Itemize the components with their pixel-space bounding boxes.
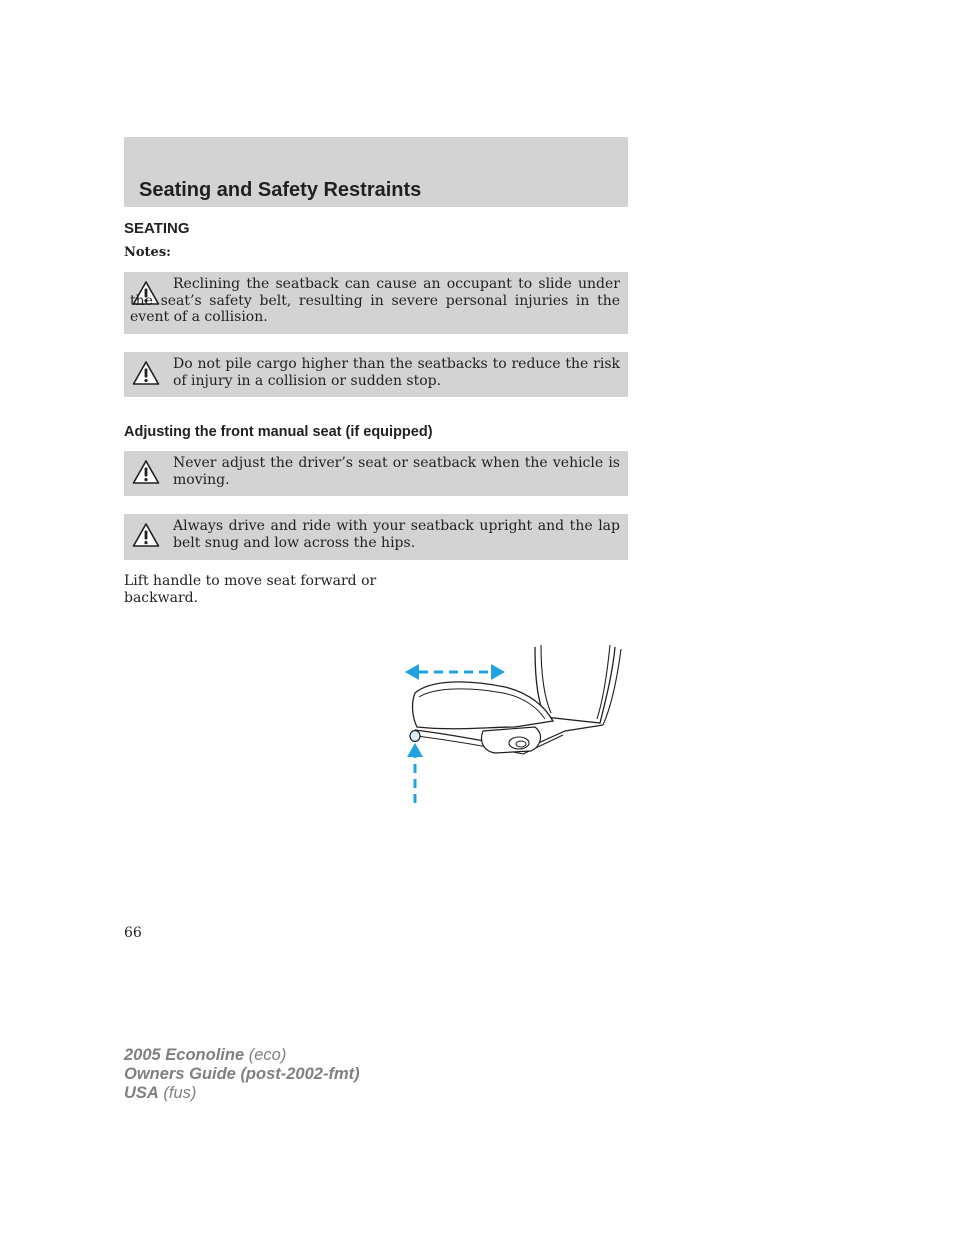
footer-market: USA (124, 1084, 159, 1102)
footer-model-code: (eco) (244, 1046, 287, 1064)
warning-box-driver-seat (124, 451, 628, 496)
seat-adjust-instruction: Lift handle to move seat forward or backward. (124, 573, 377, 606)
footer-model: 2005 Econoline (124, 1046, 245, 1064)
warning-text: Do not pile cargo higher than the seatbacks to reduce the risk of injury in a collision or sudden stop. (173, 356, 620, 389)
footer-line-guide (124, 1065, 360, 1084)
warning-text: Reclining the seatback can cause an occupant to slide under the seat’s safety belt, resulting in severe personal injuries in the event of a collision. (130, 276, 620, 325)
warning-box-cargo (124, 352, 628, 397)
page-number: 66 (124, 925, 142, 941)
footer-line-market (124, 1084, 360, 1103)
warning-triangle-icon (132, 360, 160, 386)
page-title: Seating and Safety Restraints (139, 179, 422, 201)
notes-label: Notes: (124, 245, 171, 260)
warning-text: Never adjust the driver’s seat or seatback when the vehicle is moving. (173, 455, 620, 488)
warning-box-seatback-upright (124, 514, 628, 560)
warning-triangle-icon (132, 522, 160, 548)
warning-box-reclining (124, 272, 628, 334)
footer-market-code: (fus) (158, 1084, 197, 1102)
seat-adjustment-illustration (395, 635, 635, 810)
section-heading: SEATING (124, 220, 190, 237)
warning-triangle-icon (132, 459, 160, 485)
subsection-heading: Adjusting the front manual seat (if equipped) (124, 424, 433, 440)
footer-line-model (124, 1046, 360, 1065)
section-header-band (124, 137, 628, 207)
document-footer (124, 1046, 360, 1103)
footer-guide: Owners Guide (post-2002-fmt) (124, 1065, 360, 1083)
warning-text: Always drive and ride with your seatback upright and the lap belt snug and low across the hips. (173, 518, 620, 551)
